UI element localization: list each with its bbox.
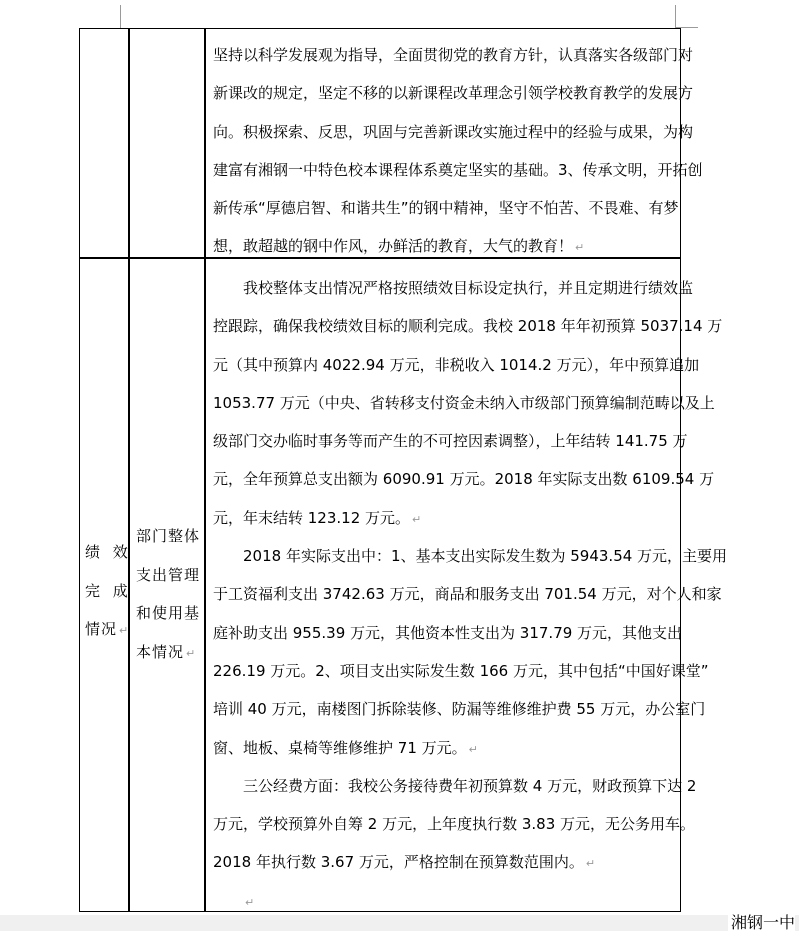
paragraph-mark-icon: ↵ bbox=[585, 857, 596, 871]
text-line: 新传承“厚德启智、和谐共生”的钢中精神，坚守不怕苦、不畏难、有梦 bbox=[213, 199, 679, 218]
text-line: 控跟踪，确保我校绩效目标的顺利完成。我校 2018 年年初预算 5037.14 万 bbox=[213, 317, 723, 336]
label-line: 部门整体 bbox=[136, 527, 201, 545]
text-line: 于工资福利支出 3742.63 万元，商品和服务支出 701.54 万元，对个人和家 bbox=[213, 585, 722, 604]
text-line: 1053.77 万元（中央、省转移支付资金未纳入市级部门预算编制范畴以及上 bbox=[213, 393, 715, 412]
text: 元，年末结转 123.12 万元。 bbox=[213, 508, 411, 527]
text-line: 2018 年实际支出中：1、基本支出实际发生数为 5943.54 万元，主要用 bbox=[243, 547, 728, 566]
label-line: 和使用基 bbox=[136, 604, 201, 622]
text: 本情况 bbox=[136, 642, 185, 661]
table-column-divider-2 bbox=[204, 28, 206, 912]
label-line: 完 成 bbox=[85, 581, 132, 600]
text-line: 元，全年预算总支出额为 6090.91 万元。2018 年实际支出数 6109.54 万 bbox=[213, 470, 715, 489]
subcategory-label-dept-spending bbox=[136, 517, 200, 673]
text-line: 我校整体支出情况严格按照绩效目标设定执行，并且定期进行绩效监 bbox=[243, 279, 694, 297]
label-line bbox=[85, 610, 132, 651]
text: 情况 bbox=[85, 620, 118, 638]
text-line: 坚持以科学发展观为指导，全面贯彻党的教育方针，认真落实各级部门对 bbox=[213, 46, 694, 64]
text-line: 向。积极探索、反思，巩固与完善新课改实施过程中的经验与成果，为构 bbox=[213, 122, 694, 141]
paragraph-mark-icon: ↵ bbox=[468, 742, 478, 756]
label-line: 支出管理 bbox=[136, 565, 201, 584]
paragraph-overall-spending bbox=[213, 269, 723, 537]
category-label-performance bbox=[85, 533, 132, 651]
crop-mark-left bbox=[120, 5, 121, 28]
horizontal-scrollbar[interactable] bbox=[0, 915, 799, 931]
row1-content-cell bbox=[213, 36, 703, 266]
paragraph-mark-icon: ↵ bbox=[119, 624, 130, 637]
text-line-last bbox=[213, 499, 673, 537]
text-line: 新课改的规定，坚定不移的以新课程改革理念引领学校教育教学的发展方 bbox=[213, 84, 694, 103]
text-line: 万元，学校预算外自筹 2 万元，上年度执行数 3.83 万元，无公务用车。 bbox=[213, 815, 696, 834]
text-line: 级部门交办临时事务等而产生的不可控因素调整），上年结转 141.75 万 bbox=[213, 432, 688, 451]
label-line bbox=[136, 633, 200, 674]
paragraph-mark-icon: ↵ bbox=[186, 646, 197, 660]
paragraph-mark-icon: ↵ bbox=[245, 895, 255, 909]
paragraph-actual-spending bbox=[213, 537, 728, 767]
table-column-divider-1 bbox=[128, 28, 130, 912]
paragraph-mark-icon: ↵ bbox=[575, 241, 585, 255]
text-line: 建富有湘钢一中特色校本课程体系奠定坚实的基础。3、传承文明，开拓创 bbox=[213, 160, 703, 179]
text: 2018 年执行数 3.67 万元，严格控制在预算数范围内。 bbox=[213, 853, 584, 872]
text: 想，敢超越的钢中作风，办鲜活的教育，大气的教育！ bbox=[213, 237, 574, 256]
text-line: 元（其中预算内 4022.94 万元，非税收入 1014.2 万元），年中预算追加 bbox=[213, 355, 700, 374]
text-line: 培训 40 万元，南楼图门拆除装修、防漏等维修维护费 55 万元，办公室门 bbox=[213, 700, 706, 719]
text-line-last bbox=[213, 227, 673, 265]
row2-content-cell bbox=[213, 269, 728, 920]
paragraph-mark-icon: ↵ bbox=[412, 512, 422, 526]
footer-text: 湘钢一中 bbox=[728, 910, 795, 933]
text-line: 庭补助支出 955.39 万元，其他资本性支出为 317.79 万元，其他支出 bbox=[213, 623, 683, 642]
paragraph-three-public-expenses bbox=[213, 767, 697, 882]
text-line: 226.19 万元。2、项目支出实际发生数 166 万元，其中包括“中国好课堂” bbox=[213, 661, 709, 680]
label-line: 绩 效 bbox=[85, 543, 132, 561]
text: 窗、地板、桌椅等维修维护 71 万元。 bbox=[213, 738, 467, 757]
text-line-last bbox=[213, 843, 673, 881]
crop-mark-right bbox=[675, 5, 676, 28]
text-line-last bbox=[213, 729, 673, 767]
text-line: 三公经费方面：我校公务接待费年初预算数 4 万元，财政预算下达 2 bbox=[243, 776, 697, 795]
